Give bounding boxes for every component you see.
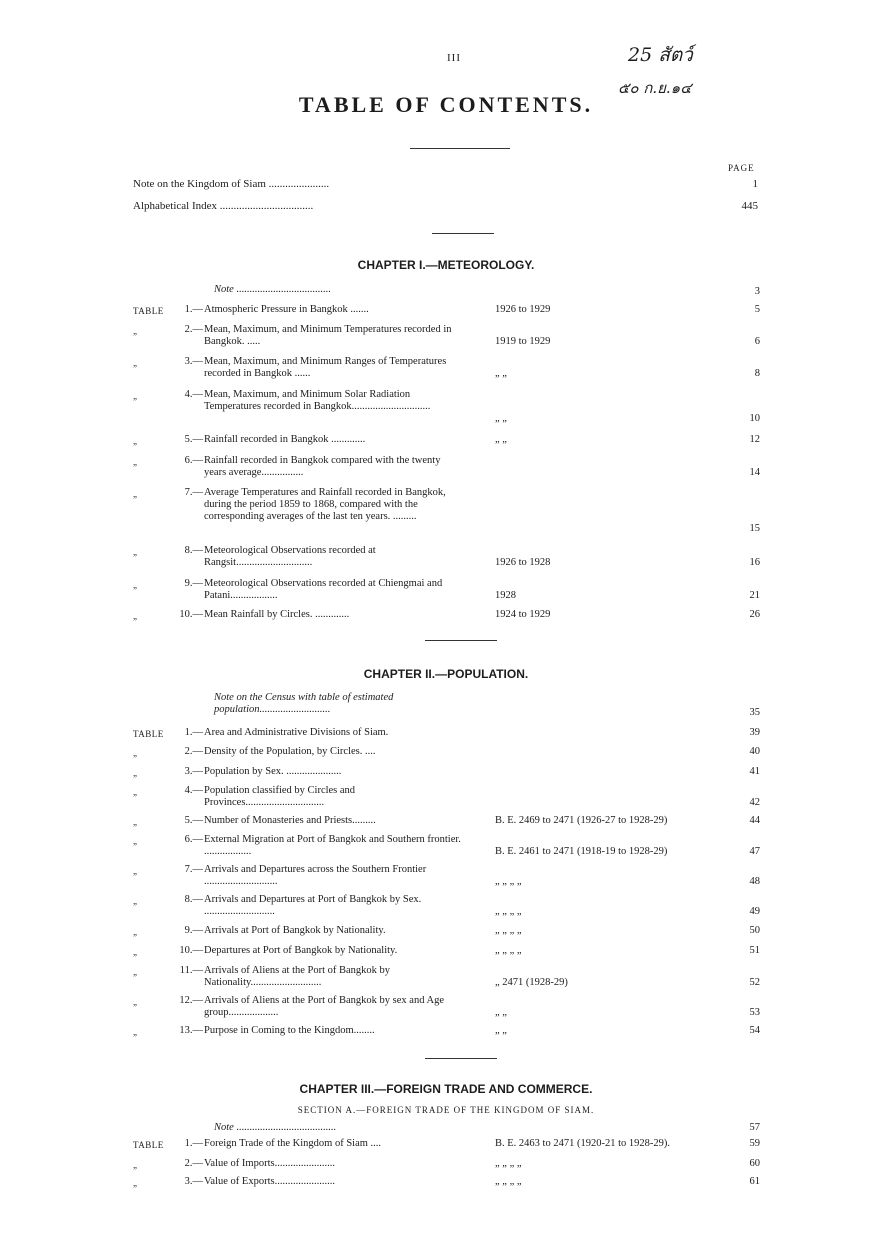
table-years: 1926 to 1929 — [495, 304, 551, 315]
table-label: „ — [133, 1027, 138, 1037]
table-label: „ — [133, 947, 138, 957]
table-number: 3.— — [184, 766, 203, 777]
table-label: „ — [133, 836, 138, 846]
table-label: „ — [133, 866, 138, 876]
table-label: „ — [133, 611, 138, 621]
table-label: TABLE — [133, 306, 164, 316]
table-title: Value of Imports....................... — [204, 1158, 335, 1169]
table-number: 10.— — [179, 609, 203, 620]
chapter-note: Note on the Census with table of estimated population........................... — [214, 692, 394, 715]
table-years: „ „ — [495, 1025, 507, 1036]
table-years: „ „ „ „ — [495, 945, 522, 956]
table-number: 8.— — [184, 545, 203, 556]
front-matter-page: 1 — [752, 178, 758, 190]
table-page: 51 — [749, 945, 760, 956]
chapter-note-page: 57 — [749, 1122, 760, 1133]
table-page: 40 — [749, 746, 760, 757]
table-title: Mean Rainfall by Circles. ............. — [204, 609, 350, 620]
table-number: 11.— — [179, 965, 203, 976]
chapter-heading: CHAPTER I.—METEOROLOGY. — [357, 258, 535, 272]
table-title: External Migration at Port of Bangkok and Southern frontier. .................. — [204, 834, 461, 857]
table-years: B. E. 2469 to 2471 (1926-27 to 1928-29) — [495, 815, 668, 826]
table-years: B. E. 2463 to 2471 (1920-21 to 1928-29). — [495, 1138, 670, 1149]
table-number: 5.— — [184, 434, 203, 445]
table-years: „ „ „ „ — [495, 1158, 522, 1169]
table-label: „ — [133, 896, 138, 906]
chapter-heading: CHAPTER III.—FOREIGN TRADE AND COMMERCE. — [299, 1082, 593, 1096]
table-years: 1928 — [495, 590, 516, 601]
table-number: 4.— — [184, 785, 203, 796]
table-number: 8.— — [184, 894, 203, 905]
table-number: 10.— — [179, 945, 203, 956]
table-label: „ — [133, 997, 138, 1007]
chapter-note-page: 3 — [754, 286, 760, 297]
table-title: Arrivals of Aliens at the Port of Bangkok by Nationality........................... — [204, 965, 391, 988]
page-title: TABLE OF CONTENTS. — [298, 92, 594, 117]
table-years: „ „ — [495, 434, 507, 445]
chapter-heading: CHAPTER II.—POPULATION. — [363, 667, 529, 681]
table-page: 8 — [754, 368, 760, 379]
table-years: „ „ — [495, 1007, 507, 1018]
table-page: 50 — [749, 925, 760, 936]
table-page: 52 — [749, 977, 760, 988]
table-page: 61 — [749, 1176, 760, 1187]
table-years: „ „ — [495, 368, 507, 379]
table-label: „ — [133, 489, 138, 499]
table-title: Area and Administrative Divisions of Siam. — [204, 727, 389, 738]
divider — [410, 148, 510, 149]
table-label: „ — [133, 768, 138, 778]
table-label: „ — [133, 391, 138, 401]
table-label: „ — [133, 547, 138, 557]
table-label: „ — [133, 436, 138, 446]
table-page: 49 — [749, 906, 760, 917]
table-page: 5 — [754, 304, 760, 315]
table-number: 4.— — [184, 389, 203, 400]
table-years: „ 2471 (1928-29) — [495, 977, 568, 988]
table-number: 6.— — [184, 834, 203, 845]
chapter-note-page: 35 — [749, 707, 760, 718]
table-years: B. E. 2461 to 2471 (1918-19 to 1928-29) — [495, 846, 668, 857]
handwritten-note-2: ๕๐ ก.ย.๑๔ — [618, 79, 692, 97]
table-number: 1.— — [184, 304, 203, 315]
table-title: Population classified by Circles and Provinces.............................. — [204, 785, 356, 808]
table-title: Arrivals and Departures at Port of Bangkok by Sex. ........................... — [204, 894, 422, 917]
table-title: Mean, Maximum, and Minimum Ranges of Temperatures recorded in Bangkok ...... — [204, 356, 447, 379]
front-matter-label: Note on the Kingdom of Siam ...................... — [133, 178, 330, 190]
section-heading: SECTION A.—FOREIGN TRADE OF THE KINGDOM OF SIAM. — [297, 1105, 595, 1115]
table-page: 44 — [749, 815, 760, 826]
table-label: „ — [133, 817, 138, 827]
table-years: „ „ „ „ — [495, 925, 522, 936]
table-label: „ — [133, 787, 138, 797]
table-page: 60 — [749, 1158, 760, 1169]
table-label: „ — [133, 326, 138, 336]
table-label: „ — [133, 1178, 138, 1188]
table-title: Rainfall recorded in Bangkok ............. — [204, 434, 366, 445]
handwritten-note-1: 25 สัตว์ — [628, 44, 693, 66]
divider — [425, 1058, 497, 1059]
table-page: 10 — [749, 413, 760, 424]
table-title: Value of Exports....................... — [204, 1176, 335, 1187]
table-label: TABLE — [133, 729, 164, 739]
table-number: 1.— — [184, 1138, 203, 1149]
table-title: Foreign Trade of the Kingdom of Siam .... — [204, 1138, 382, 1149]
page-number: III — [447, 52, 461, 64]
table-page: 21 — [749, 590, 760, 601]
divider — [425, 640, 497, 641]
front-matter-page: 445 — [741, 200, 758, 212]
table-page: 26 — [749, 609, 760, 620]
table-label: „ — [133, 967, 138, 977]
table-title: Rainfall recorded in Bangkok compared with the twenty years average................ — [204, 455, 441, 478]
table-label: „ — [133, 580, 138, 590]
table-page: 12 — [749, 434, 760, 445]
table-years: „ „ „ „ — [495, 876, 522, 887]
table-title: Meteorological Observations recorded at Rangsit............................. — [204, 545, 376, 568]
table-title: Mean, Maximum, and Minimum Solar Radiation Temperatures recorded in Bangkok.............................. — [204, 389, 431, 412]
table-title: Mean, Maximum, and Minimum Temperatures recorded in Bangkok. ..... — [204, 324, 452, 347]
table-number: 9.— — [184, 578, 203, 589]
table-page: 16 — [749, 557, 760, 568]
table-title: Density of the Population, by Circles. .... — [204, 746, 376, 757]
table-number: 1.— — [184, 727, 203, 738]
table-title: Arrivals of Aliens at the Port of Bangkok by sex and Age group................... — [204, 995, 445, 1018]
table-label: „ — [133, 358, 138, 368]
table-title: Atmospheric Pressure in Bangkok ....... — [204, 304, 369, 315]
table-page: 47 — [749, 846, 760, 857]
table-title: Population by Sex. ..................... — [204, 766, 342, 777]
table-page: 48 — [749, 876, 760, 887]
front-matter-label: Alphabetical Index .................................. — [133, 200, 314, 212]
table-page: 39 — [749, 727, 760, 738]
table-years: „ „ — [495, 413, 507, 424]
table-title: Arrivals at Port of Bangkok by Nationality. — [204, 925, 386, 936]
table-number: 7.— — [184, 864, 203, 875]
table-number: 5.— — [184, 815, 203, 826]
table-years: 1926 to 1928 — [495, 557, 551, 568]
table-number: 6.— — [184, 455, 203, 466]
table-title: Purpose in Coming to the Kingdom........ — [204, 1025, 375, 1036]
table-page: 54 — [749, 1025, 760, 1036]
chapter-note: Note .................................... — [214, 284, 331, 295]
chapter-note: Note ...................................... — [214, 1122, 337, 1133]
table-label: „ — [133, 457, 138, 467]
table-page: 53 — [749, 1007, 760, 1018]
table-page: 6 — [754, 336, 760, 347]
table-title: Average Temperatures and Rainfall recorded in Bangkok, during the period 1859 to 1868, compared with the corresponding averages of the last ten years. ......... — [204, 487, 446, 522]
table-title: Departures at Port of Bangkok by Nationality. — [204, 945, 398, 956]
table-label: „ — [133, 927, 138, 937]
table-years: 1924 to 1929 — [495, 609, 551, 620]
table-label: TABLE — [133, 1140, 164, 1150]
table-page: 14 — [749, 467, 760, 478]
table-years: 1919 to 1929 — [495, 336, 551, 347]
table-number: 3.— — [184, 356, 203, 367]
divider — [432, 233, 494, 234]
table-page: 15 — [749, 523, 760, 534]
table-number: 2.— — [184, 324, 203, 335]
table-number: 9.— — [184, 925, 203, 936]
table-label: „ — [133, 748, 138, 758]
table-title: Number of Monasteries and Priests......... — [204, 815, 376, 826]
table-number: 7.— — [184, 487, 203, 498]
table-number: 12.— — [179, 995, 203, 1006]
table-page: 42 — [749, 797, 760, 808]
table-years: „ „ „ „ — [495, 1176, 522, 1187]
table-title: Meteorological Observations recorded at Chiengmai and Patani.................. — [204, 578, 443, 601]
table-number: 2.— — [184, 746, 203, 757]
table-number: 13.— — [179, 1025, 203, 1036]
table-label: „ — [133, 1160, 138, 1170]
table-page: 59 — [749, 1138, 760, 1149]
page-column-header: PAGE — [728, 163, 755, 173]
table-number: 3.— — [184, 1176, 203, 1187]
table-page: 41 — [749, 766, 760, 777]
table-years: „ „ „ „ — [495, 906, 522, 917]
table-title: Arrivals and Departures across the Southern Frontier ............................ — [204, 864, 427, 887]
table-number: 2.— — [184, 1158, 203, 1169]
